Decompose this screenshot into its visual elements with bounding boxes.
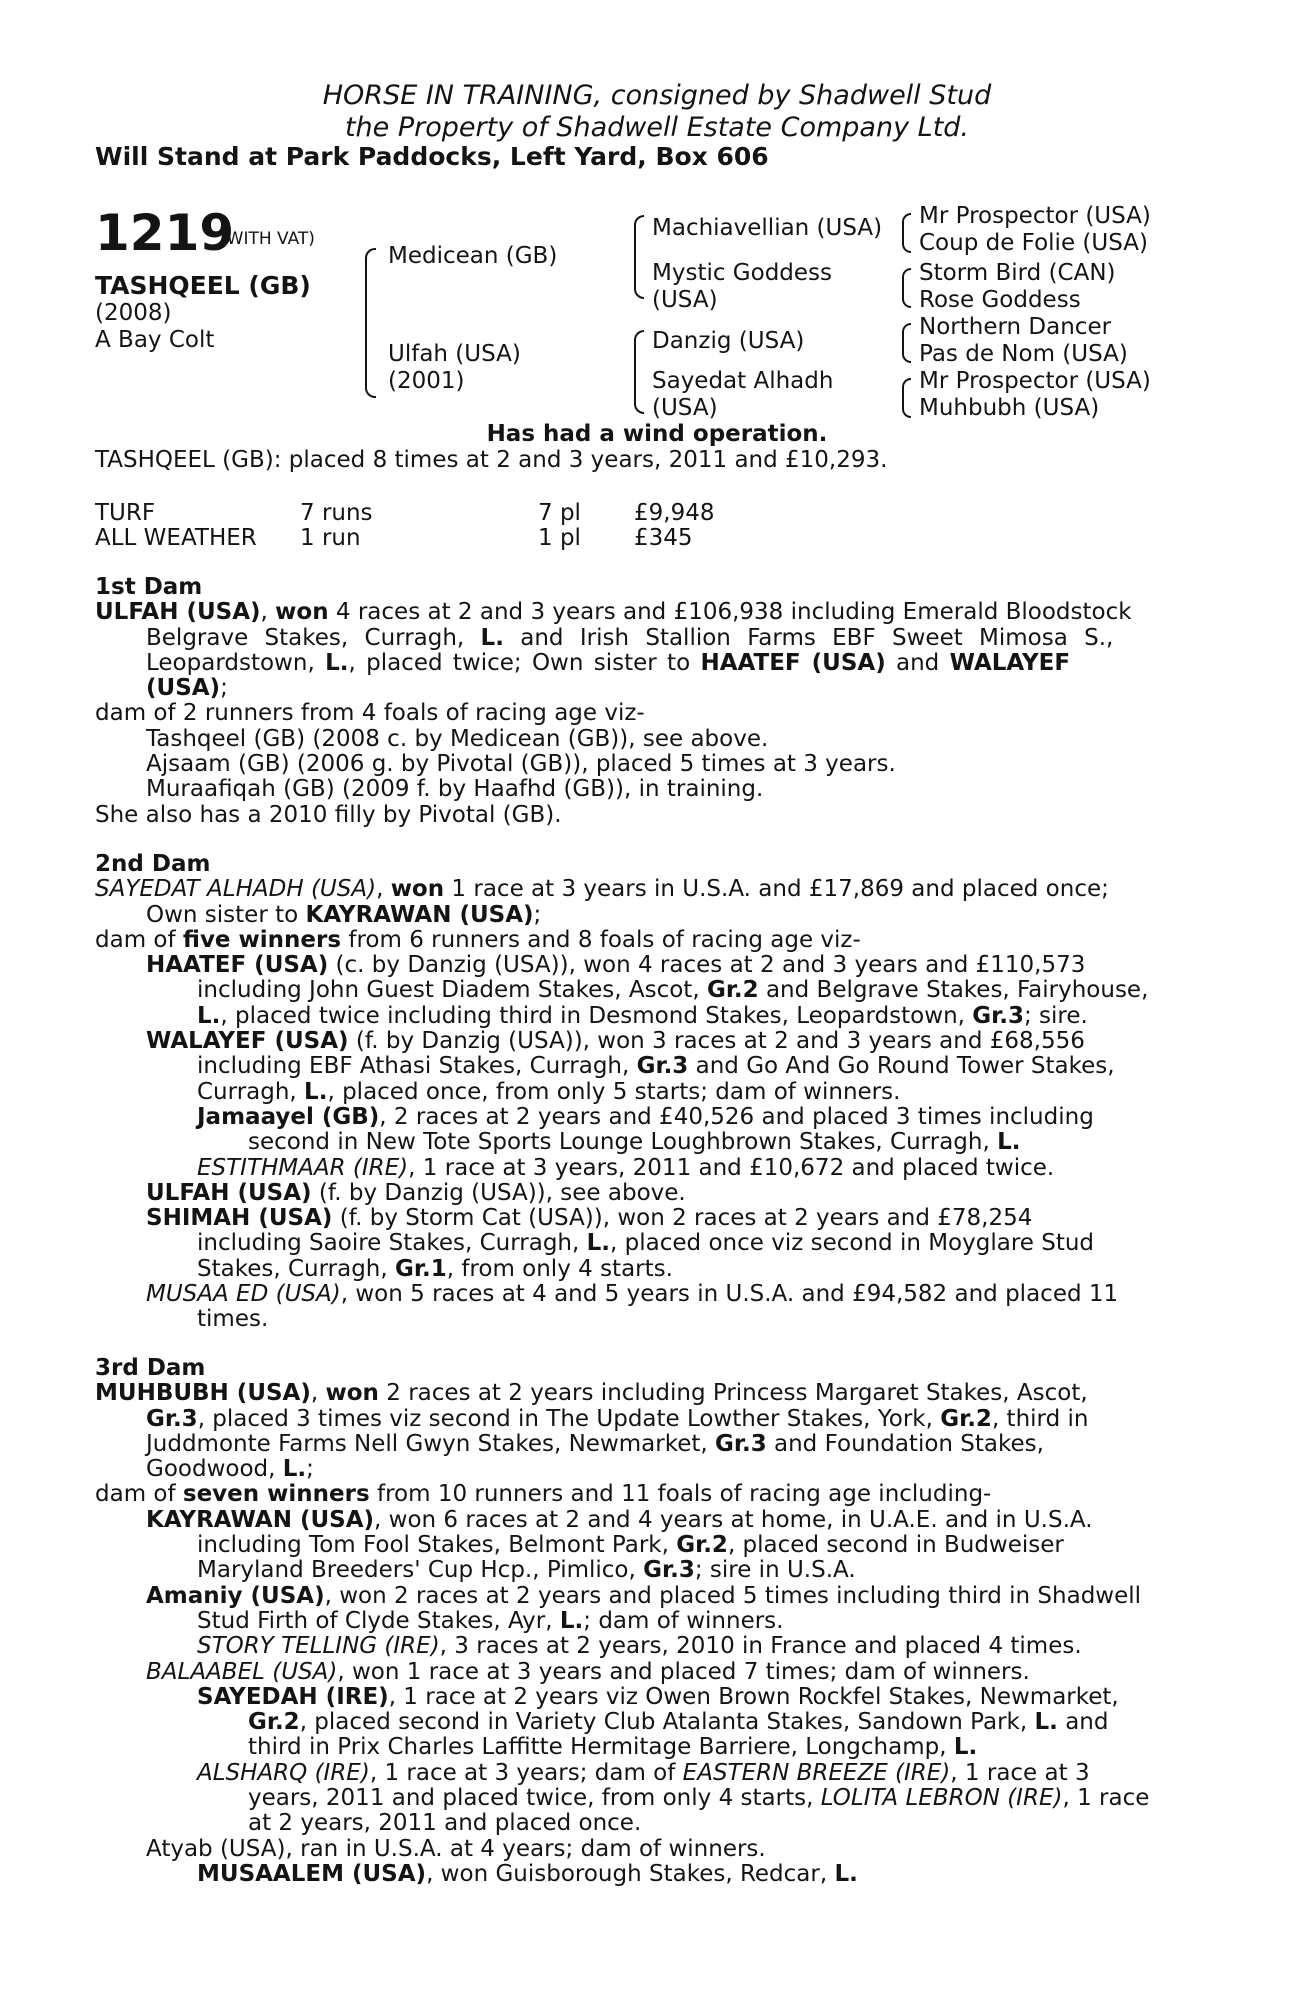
text-line	[95, 1584, 1195, 1609]
pedigree-dam-sire: Danzig (USA)	[652, 328, 805, 354]
text-line	[95, 676, 1195, 701]
text-run: Gr.2	[676, 1532, 728, 1559]
pedigree-ggp-3: Storm Bird (CAN)	[919, 260, 1116, 286]
text-line	[95, 1257, 1195, 1282]
text-run: , won 6 races at 2 and 4 years at home, in U.A.E. and in U.S.A.	[374, 1506, 1093, 1533]
catalogue-header-line1: HORSE IN TRAINING, consigned by Shadwell Stud	[322, 80, 992, 111]
record-surface: TURF	[95, 500, 156, 526]
pedigree-ggp-8: Muhbubh (USA)	[919, 395, 1100, 421]
text-line	[95, 1080, 1195, 1105]
text-run: L.	[325, 649, 349, 676]
text-run: WALAYEF	[949, 649, 1071, 676]
text-run: from 6 runners and 8 foals of racing age viz-	[341, 926, 861, 953]
pedigree-brace-g1	[902, 213, 911, 253]
text-run: SAYEDAH (IRE)	[197, 1683, 389, 1710]
text-run: , placed once viz second in Moyglare Stud	[610, 1230, 1095, 1257]
text-run: second in New Tote Sports Lounge Loughbrown Stakes, Curragh,	[248, 1129, 998, 1156]
pedigree-sire-dam: Mystic Goddess	[652, 260, 833, 286]
text-line	[95, 1181, 1195, 1206]
pedigree-sire-dam-country: (USA)	[652, 287, 718, 313]
text-line: at 2 years, 2011 and placed once.	[248, 1810, 642, 1837]
produce-line: Tashqeel (GB) (2008 c. by Medicean (GB)), see above.	[146, 725, 769, 752]
text-run: L.	[834, 1860, 858, 1887]
text-line	[95, 1761, 1195, 1786]
text-line	[95, 877, 1195, 902]
text-run: 4 races at 2 and 3 years and £106,938 including Emerald Bloodstock	[328, 599, 1132, 626]
text-run: , placed twice including third in Desmond Stakes, Leopardstown,	[220, 1002, 973, 1029]
text-line: She also has a 2010 filly by Pivotal (GB).	[95, 801, 562, 828]
horse-year: (2008)	[95, 300, 172, 326]
text-run: MUSAALEM (USA)	[197, 1860, 427, 1887]
text-line	[95, 1105, 1195, 1130]
text-run: Gr.3	[715, 1430, 767, 1457]
text-line: dam of 2 runners from 4 foals of racing age viz-	[95, 700, 645, 727]
text-run: Belgrave Stakes, Curragh,	[146, 624, 481, 651]
text-run: Jamaayel (GB)	[197, 1103, 380, 1130]
text-run: ,	[260, 599, 276, 626]
record-money: £345	[634, 525, 693, 551]
text-run: L.	[586, 1230, 611, 1257]
text-line	[95, 1381, 1195, 1406]
text-line	[95, 1558, 1195, 1583]
text-run: (f. by Danzig (USA)), see above.	[311, 1179, 686, 1206]
catalogue-header-line3: Will Stand at Park Paddocks, Left Yard, Box 606	[95, 142, 769, 171]
text-run: dam of	[95, 926, 183, 953]
text-run: won	[325, 1380, 379, 1407]
record-placed: 1 pl	[538, 525, 581, 551]
text-line	[95, 1710, 1195, 1735]
text-run: Stud Firth of Clyde Stakes, Ayr,	[197, 1607, 560, 1634]
text-run: and Irish Stallion Farms EBF Sweet Mimosa S.,	[503, 624, 1114, 651]
text-run: L.	[559, 1607, 584, 1634]
text-run: Juddmonte Farms Nell Gwyn Stakes, Newmarket,	[146, 1430, 716, 1457]
horse-description: A Bay Colt	[95, 327, 215, 353]
pedigree-ggp-7: Mr Prospector (USA)	[919, 368, 1151, 394]
text-run: , won 1 race at 3 years and placed 7 times; dam of winners.	[337, 1658, 1030, 1685]
text-line	[95, 1660, 1195, 1685]
text-run: Gr.2	[248, 1709, 300, 1736]
text-run: seven winners	[182, 1481, 370, 1508]
text-run: and	[1057, 1709, 1109, 1736]
text-run: L.	[197, 1002, 221, 1029]
text-run: (USA)	[146, 675, 221, 702]
text-run: MUSAA ED (USA)	[146, 1281, 341, 1308]
text-run: Leopardstown,	[146, 649, 326, 676]
text-run: STORY TELLING (IRE)	[197, 1633, 440, 1660]
text-line	[95, 1231, 1195, 1256]
text-line	[95, 1862, 1195, 1887]
record-runs: 7 runs	[300, 500, 373, 526]
text-run: won	[390, 876, 445, 903]
text-run: ;	[306, 1456, 314, 1483]
pedigree-dam-year: (2001)	[388, 368, 465, 394]
text-run: Gr.1	[395, 1255, 447, 1282]
text-run: Own sister to	[146, 901, 306, 928]
text-run: (f. by Storm Cat (USA)), won 2 races at 2 years and £78,254	[332, 1205, 1033, 1232]
text-run: Gr.2	[940, 1405, 992, 1432]
text-run: Amaniy (USA)	[146, 1582, 325, 1609]
text-run: , placed second in Variety Club Atalanta Stakes, Sandown Park,	[299, 1709, 1035, 1736]
text-run: KAYRAWAN (USA)	[146, 1506, 375, 1533]
pedigree-sire: Medicean (GB)	[388, 243, 558, 269]
pedigree-ggp-1: Mr Prospector (USA)	[919, 203, 1151, 229]
section-heading: 1st Dam	[95, 574, 203, 600]
third-dam-section	[95, 1356, 1195, 1887]
text-line	[95, 1029, 1195, 1054]
text-run: and Belgrave Stakes, Fairyhouse,	[758, 977, 1149, 1004]
text-line: Atyab (USA), ran in U.S.A. at 4 years; dam of winners.	[146, 1835, 766, 1862]
text-run: ,	[310, 1380, 326, 1407]
text-line	[95, 1130, 1195, 1155]
text-run: , 1 race at 3 years, 2011 and £10,672 and placed twice.	[408, 1154, 1055, 1181]
text-run: won	[275, 599, 329, 626]
text-run: five winners	[182, 926, 342, 953]
text-run: 2 races at 2 years including Princess Margaret Stakes, Ascot,	[378, 1380, 1088, 1407]
text-line	[95, 903, 1195, 928]
text-line	[95, 626, 1195, 651]
text-run: , 1 race at 2 years viz Owen Brown Rockfel Stakes, Newmarket,	[388, 1683, 1119, 1710]
record-surface: ALL WEATHER	[95, 525, 257, 551]
text-line	[95, 1156, 1195, 1181]
first-dam-section	[95, 575, 1195, 828]
text-run: KAYRAWAN (USA)	[305, 901, 534, 928]
pedigree-dam-dam-country: (USA)	[652, 395, 718, 421]
text-run: dam of	[95, 1481, 183, 1508]
wind-operation-note: Has had a wind operation.	[486, 421, 828, 447]
text-run: , won 5 races at 4 and 5 years in U.S.A. and £94,582 and placed 11	[340, 1281, 1119, 1308]
text-run: L.	[304, 1078, 328, 1105]
text-run: (f. by Danzig (USA)), won 3 races at 2 and 3 years and £68,556	[348, 1028, 1085, 1055]
text-run: (c. by Danzig (USA)), won 4 races at 2 and 3 years and £110,573	[328, 952, 1086, 979]
record-money: £9,948	[634, 500, 715, 526]
text-run: years, 2011 and placed twice, from only 4 starts,	[248, 1785, 821, 1812]
text-run: Curragh,	[197, 1078, 305, 1105]
race-summary: TASHQEEL (GB): placed 8 times at 2 and 3 years, 2011 and £10,293.	[95, 447, 888, 473]
text-run: SHIMAH (USA)	[146, 1205, 333, 1232]
text-run: , won Guisborough Stakes, Redcar,	[426, 1860, 835, 1887]
text-run: including Tom Fool Stakes, Belmont Park,	[197, 1532, 677, 1559]
text-run: from 10 runners and 11 foals of racing age including-	[369, 1481, 992, 1508]
text-run: including John Guest Diadem Stakes, Ascot,	[197, 977, 707, 1004]
text-run: HAATEF (USA)	[700, 649, 886, 676]
text-run: HAATEF (USA)	[146, 952, 329, 979]
text-line	[95, 1004, 1195, 1029]
text-line	[95, 1634, 1195, 1659]
text-run: Gr.3	[146, 1405, 198, 1432]
text-line	[95, 1407, 1195, 1432]
text-run: Gr.3	[636, 1053, 689, 1080]
text-line	[95, 1457, 1195, 1482]
text-line: times.	[197, 1306, 269, 1333]
pedigree-dam: Ulfah (USA)	[388, 341, 521, 367]
text-run: Stakes, Curragh,	[197, 1255, 396, 1282]
text-run: ,	[376, 876, 391, 903]
text-run: and Foundation Stakes,	[766, 1430, 1044, 1457]
pedigree-ggp-6: Pas de Nom (USA)	[919, 341, 1128, 367]
text-run: , won 2 races at 2 years and placed 5 times including third in Shadwell	[324, 1582, 1142, 1609]
pedigree-brace-sire-line	[634, 215, 644, 299]
pedigree-brace-g4	[902, 378, 911, 418]
text-line	[95, 1054, 1195, 1079]
text-run: L.	[953, 1734, 978, 1761]
lot-number: 1219	[95, 204, 235, 262]
text-run: L.	[997, 1129, 1021, 1156]
text-run: , 2 races at 2 years and £40,526 and placed 3 times including	[379, 1103, 1094, 1130]
text-run: , 1 race	[1062, 1785, 1150, 1812]
text-line	[95, 1735, 1195, 1760]
text-run: including Saoire Stakes, Curragh,	[197, 1230, 587, 1257]
text-run: MUHBUBH (USA)	[95, 1380, 311, 1407]
text-run: ; dam of winners.	[583, 1607, 784, 1634]
second-dam-section	[95, 852, 1195, 1333]
text-line	[95, 1282, 1195, 1307]
pedigree-brace-g3	[902, 323, 911, 363]
text-run: third in Prix Charles Laffitte Hermitage Barriere, Longchamp,	[248, 1734, 954, 1761]
text-run: , placed twice; Own sister to	[348, 649, 701, 676]
text-run: , placed second in Budweiser	[727, 1532, 1064, 1559]
section-heading: 2nd Dam	[95, 851, 211, 877]
text-line	[95, 1432, 1195, 1457]
text-run: Maryland Breeders' Cup Hcp., Pimlico,	[197, 1557, 644, 1584]
text-line	[95, 1786, 1195, 1811]
text-run: , placed once, from only 5 starts; dam of winners.	[327, 1078, 901, 1105]
text-run: LOLITA LEBRON (IRE)	[820, 1785, 1063, 1812]
text-run: and Go And Go Round Tower Stakes,	[688, 1053, 1115, 1080]
pedigree-sire-sire: Machiavellian (USA)	[652, 215, 883, 241]
text-run: ; sire.	[1023, 1002, 1088, 1029]
text-run: Gr.3	[643, 1557, 695, 1584]
text-run: SAYEDAT ALHADH (USA)	[95, 876, 377, 903]
text-run: , 1 race at 3 years; dam of	[369, 1759, 683, 1786]
catalogue-header-line2: the Property of Shadwell Estate Company Ltd.	[344, 112, 970, 143]
record-placed: 7 pl	[538, 500, 581, 526]
text-run: ULFAH (USA)	[95, 599, 261, 626]
pedigree-ggp-5: Northern Dancer	[919, 314, 1112, 340]
text-run: , placed 3 times viz second in The Update Lowther Stakes, York,	[197, 1405, 941, 1432]
text-run: 1 race at 3 years in U.S.A. and £17,869 and placed once;	[444, 876, 1109, 903]
text-run: , 1 race at 3	[950, 1759, 1090, 1786]
pedigree-brace-g2	[902, 268, 911, 308]
pedigree-ggp-2: Coup de Folie (USA)	[919, 230, 1148, 256]
text-run: BALAABEL (USA)	[146, 1658, 338, 1685]
text-run: L.	[282, 1456, 307, 1483]
pedigree-brace-dam-line	[634, 330, 644, 414]
text-line	[95, 1508, 1195, 1533]
text-run: ; sire in U.S.A.	[694, 1557, 856, 1584]
text-line	[95, 953, 1195, 978]
text-run: EASTERN BREEZE (IRE)	[682, 1759, 951, 1786]
text-line	[95, 1533, 1195, 1558]
vat-note: (WITH VAT)	[220, 229, 315, 249]
text-run: WALAYEF (USA)	[146, 1028, 349, 1055]
text-line	[95, 978, 1195, 1003]
text-run: L.	[480, 624, 504, 651]
text-line	[95, 1206, 1195, 1231]
section-heading: 3rd Dam	[95, 1355, 206, 1381]
record-runs: 1 run	[300, 525, 361, 551]
text-run: including EBF Athasi Stakes, Curragh,	[197, 1053, 637, 1080]
text-run: ESTITHMAAR (IRE)	[197, 1154, 409, 1181]
text-run: Goodwood,	[146, 1456, 283, 1483]
text-line	[95, 651, 1195, 676]
pedigree-ggp-4: Rose Goddess	[919, 287, 1081, 313]
text-run: , third in	[991, 1405, 1089, 1432]
text-line	[95, 1685, 1195, 1710]
text-line	[95, 1609, 1195, 1634]
text-line	[95, 600, 1195, 625]
text-run: and	[885, 649, 950, 676]
text-run: ;	[533, 901, 542, 928]
horse-name: TASHQEEL (GB)	[95, 271, 311, 300]
text-run: ULFAH (USA)	[146, 1179, 312, 1206]
text-run: , from only 4 starts.	[446, 1255, 673, 1282]
pedigree-brace-main	[365, 248, 376, 398]
pedigree-dam-dam: Sayedat Alhadh	[652, 368, 834, 394]
text-run: , 3 races at 2 years, 2010 in France and placed 4 times.	[439, 1633, 1082, 1660]
text-run: L.	[1034, 1709, 1058, 1736]
text-line	[95, 928, 1195, 953]
text-run: ;	[220, 675, 228, 702]
produce-line: Muraafiqah (GB) (2009 f. by Haafhd (GB)), in training.	[146, 776, 764, 803]
text-line	[95, 1482, 1195, 1507]
text-run: Gr.3	[972, 1002, 1024, 1029]
text-run: ALSHARQ (IRE)	[197, 1759, 370, 1786]
produce-line: Ajsaam (GB) (2006 g. by Pivotal (GB)), placed 5 times at 3 years.	[146, 751, 896, 778]
text-run: Gr.2	[706, 977, 759, 1004]
